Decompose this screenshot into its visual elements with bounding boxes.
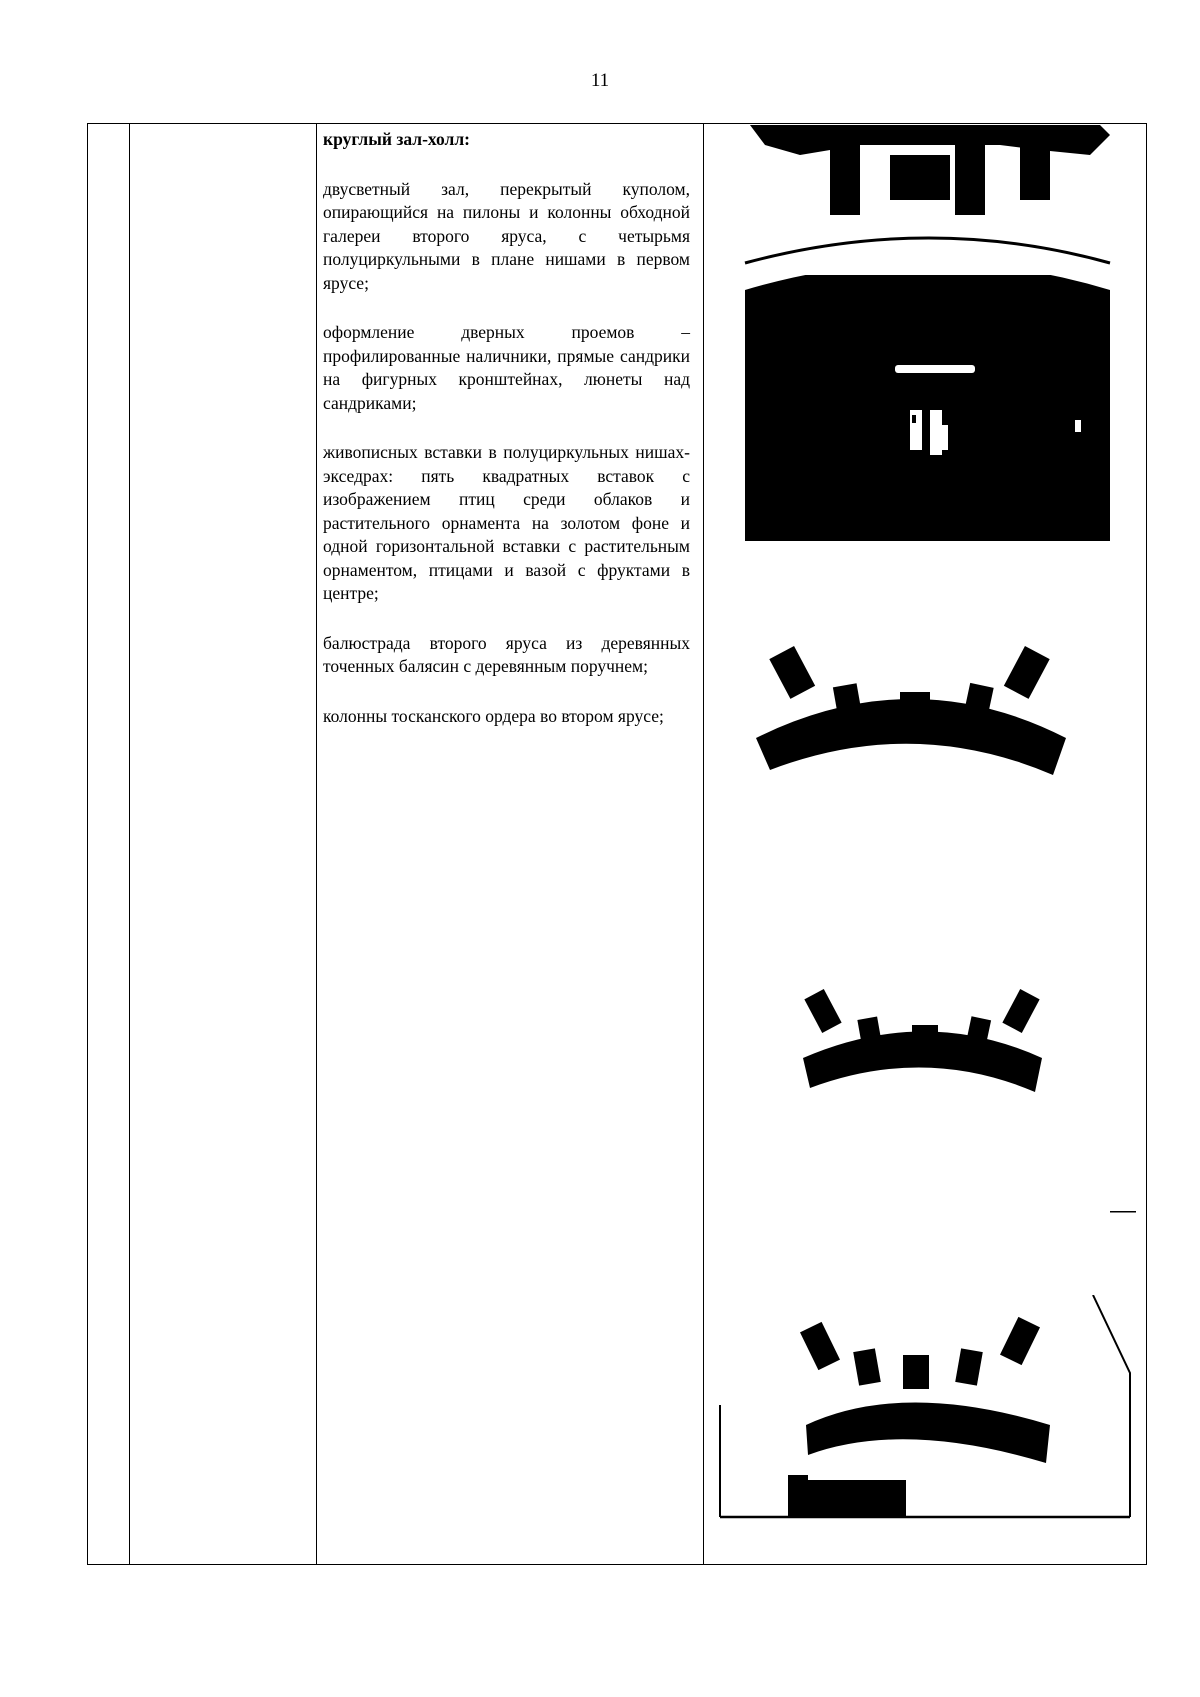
description-paragraph: балюстрада второго яруса из деревянных точенных балясин с деревянным поручнем;	[323, 632, 690, 676]
column-divider	[316, 124, 317, 1564]
description-paragraph: оформление дверных проемов – профилированные наличники, прямые сандрики на фигурных кронштейнах, люнеты над сандриками;	[323, 322, 690, 413]
description-paragraph: колонны тосканского ордера во втором ярусе;	[323, 705, 664, 726]
gallery-arc-photo-2	[800, 970, 1050, 1120]
column-divider	[129, 124, 130, 1564]
description-paragraph: двусветный зал, перекрытый куполом, опирающийся на пилоны и колонны обходной галереи второго яруса, с четырьмя полуциркульными в плане нишами в первом ярусе;	[323, 178, 690, 293]
gallery-arc-photo-3	[718, 1295, 1133, 1525]
description-cell	[323, 128, 690, 754]
dash-mark	[1110, 1210, 1136, 1214]
section-heading: круглый зал-холл:	[323, 129, 470, 149]
page-number: 11	[590, 70, 610, 91]
column-divider	[703, 124, 704, 1564]
hall-interior-photo	[740, 125, 1115, 541]
description-paragraph: живописных вставки в полуциркульных нишах-экседрах: пять квадратных вставок с изображением птиц среди облаков и растительного орнамента на золотом фоне и одной горизонтальной вставки с растительным орнаментом, птицами и вазой с фруктами в центре;	[323, 442, 690, 603]
gallery-arc-photo-1	[748, 620, 1078, 810]
